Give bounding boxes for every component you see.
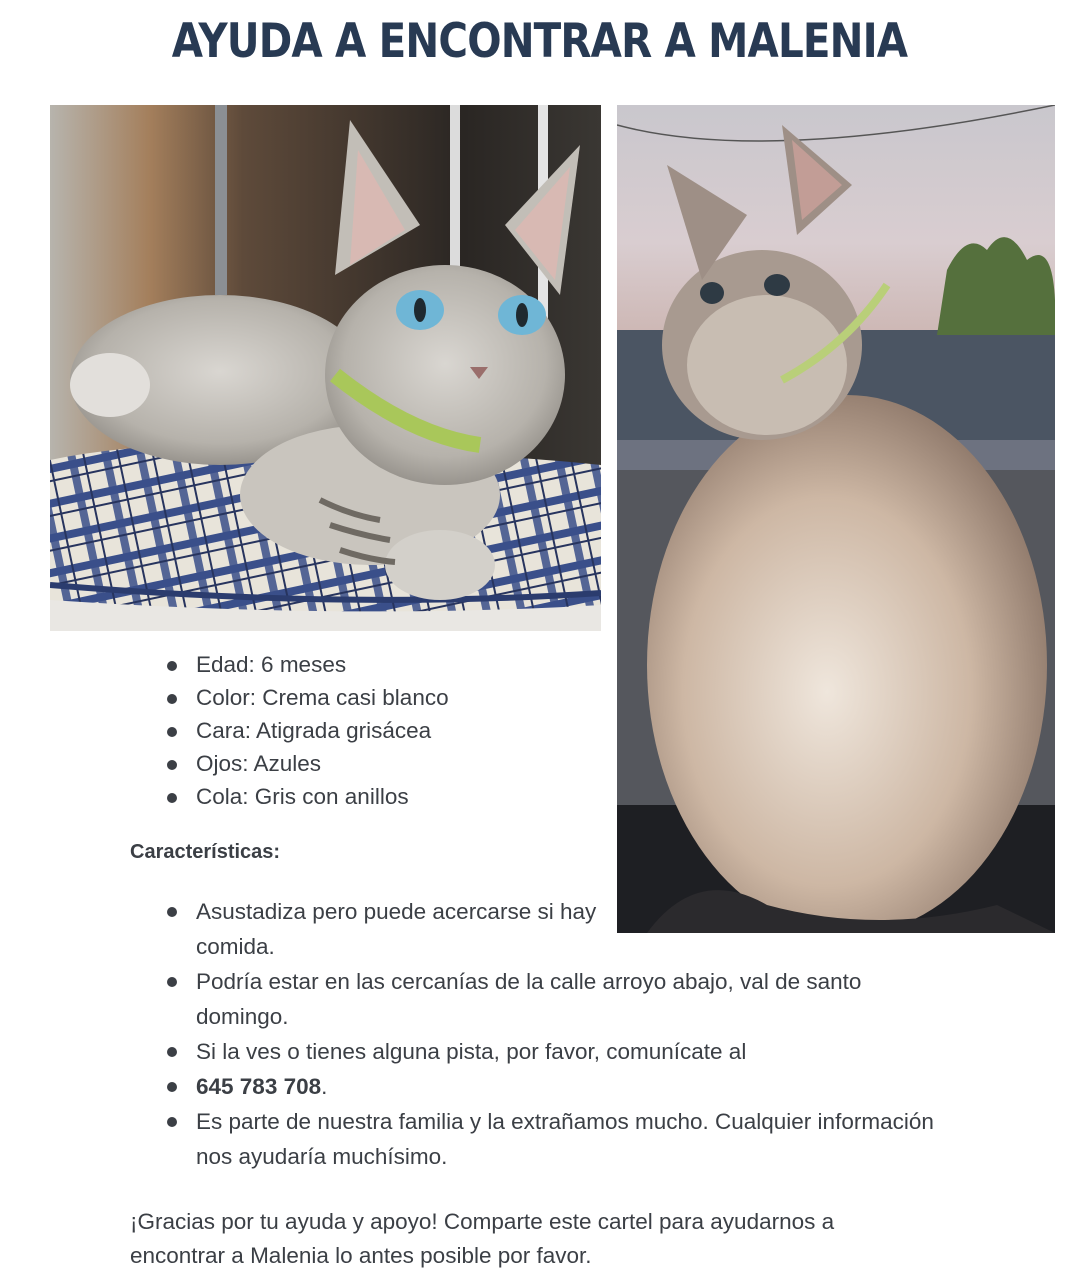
list-item: Color: Crema casi blanco — [130, 681, 600, 714]
features-list — [130, 894, 950, 1174]
bullet-icon — [167, 907, 177, 917]
phone-number: 645 783 708 — [196, 1074, 322, 1099]
bullet-icon — [167, 1082, 177, 1092]
list-item: Asustadiza pero puede acercarse si hay comida. — [130, 894, 611, 964]
closing-message: ¡Gracias por tu ayuda y apoyo! Comparte este cartel para ayudarnos a encontrar a Malenia lo antes posible por favor. — [130, 1209, 835, 1268]
features-heading: Características: — [130, 841, 281, 863]
bullet-icon — [167, 1117, 177, 1127]
bullet-icon — [167, 1047, 177, 1057]
bullet-icon — [167, 760, 177, 770]
bullet-icon — [167, 661, 177, 671]
list-item: Ojos: Azules — [130, 747, 600, 780]
cat-sitting-looking-back-photo — [617, 105, 1055, 933]
list-item: Edad: 6 meses — [130, 648, 600, 681]
bullet-icon — [167, 793, 177, 803]
list-item: Cola: Gris con anillos — [130, 780, 600, 813]
cat-facts-list — [130, 648, 600, 813]
list-item: Cara: Atigrada grisácea — [130, 714, 600, 747]
cat-lying-on-cushion-photo — [50, 105, 601, 631]
bullet-icon — [167, 727, 177, 737]
bullet-icon — [167, 694, 177, 704]
list-item-phone: 645 783 708. — [130, 1069, 950, 1104]
list-item: Si la ves o tienes alguna pista, por favor, comunícate al — [130, 1034, 950, 1069]
list-item: Es parte de nuestra familia y la extrañamos mucho. Cualquier información nos ayudaría muchísimo. — [130, 1104, 950, 1174]
poster-title: AYUDA A ENCONTRAR A MALENIA — [171, 14, 908, 69]
list-item: Podría estar en las cercanías de la calle arroyo abajo, val de santo domingo. — [130, 964, 950, 1034]
bullet-icon — [167, 977, 177, 987]
